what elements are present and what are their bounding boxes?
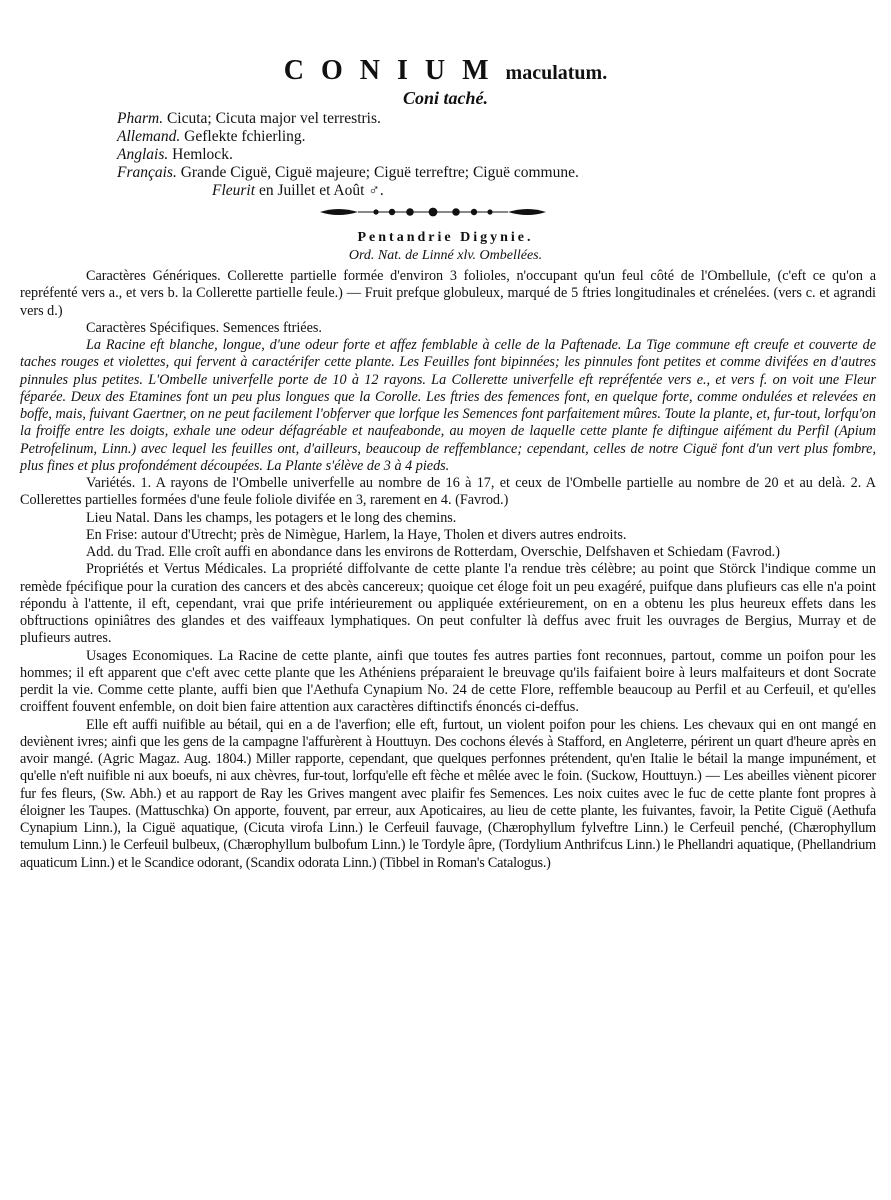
- paragraph-varieties: Variétés. 1. A rayons de l'Ombelle univerfelle au nombre de 16 à 17, et ceux de l'Ombelle partielle au nombre de 20 et au delà. 2. A Collerettes partielles formées d'une feule foliole divifée en 3, rarement en 4. (Favrod.): [20, 475, 876, 509]
- species-name: maculatum.: [505, 62, 608, 84]
- french-common-name: Coni taché.: [402, 88, 488, 108]
- linnaean-class: Pentandrie Digynie.: [357, 230, 534, 245]
- paragraph-economic-uses: Usages Economiques. La Racine de cette plante, ainfi que toutes fes autres parties font reconnues, partout, comme un poifon pour les hommes; il eft apparent que c'eft avec cette plante que les Athéniens préparaient le breuvage qu'ils faifaient boire à leurs malfaiteurs et dont Socrate perdit la vie. Comme cette plante, auffi bien que l'Aethufa Cynapium No. 24 de cette Flore, reffemble beaucoup au Perfil et au Cerfeuil, et qu'elles croiffent fouvent enfemble, on doit bien faire attention aux caractères diftinctifs énoncés ci-deffus.: [20, 647, 876, 716]
- paragraph-translator-addition: Add. du Trad. Elle croît auffi en abondance dans les environs de Rotterdam, Overschie, Delfshaven et Schiedam (Favrod.): [86, 544, 780, 560]
- name-row-allemand: [117, 128, 817, 146]
- description-body: [20, 268, 876, 872]
- francais-label: Français.: [117, 164, 177, 181]
- name-row-anglais: [117, 146, 817, 164]
- genus-name: C O N I U M: [283, 55, 494, 86]
- pharm-label: Pharm.: [117, 110, 164, 127]
- page-title: [0, 56, 891, 88]
- fleurit-text: en Juillet et Août ♂.: [258, 182, 384, 199]
- paragraph-generic-characters: Caractères Génériques. Collerette partielle formée d'environ 3 folioles, n'occupant qu'un feul côté de l'Ombellule, (c'eft ce qu'on a repréfenté vers a., et vers b. la Collerette partielle feule.) — Fruit prefque globuleux, marqué de 5 ftries longitudinales et crénelées. (vers c. et agrandi vers d.): [20, 268, 876, 319]
- vernacular-names: [117, 110, 817, 200]
- name-row-pharm: [117, 110, 817, 128]
- anglais-text: Hemlock.: [172, 146, 233, 163]
- paragraph-frise: En Frise: autour d'Utrecht; près de Nimègue, Harlem, la Haye, Tholen et divers autres endroits.: [86, 526, 627, 543]
- allemand-label: Allemand.: [117, 128, 181, 145]
- pharm-text: Cicuta; Cicuta major vel terrestris.: [166, 110, 381, 127]
- paragraph-habitat: Lieu Natal. Dans les champs, les potagers et le long des chemins.: [86, 509, 457, 526]
- francais-text: Grande Ciguë, Ciguë majeure; Ciguë terreftre; Ciguë commune.: [180, 164, 579, 181]
- natural-order: Ord. Nat. de Linné xlv. Ombellées.: [348, 248, 543, 263]
- paragraph-specific-characters: Caractères Spécifiques. Semences ftriées.: [86, 319, 322, 336]
- fleurit-label: Fleurit: [212, 182, 256, 199]
- paragraph-medical-properties: Propriétés et Vertus Médicales. La propriété diffolvante de cette plante l'a rendue très célèbre; au point que Störck l'indique comme un remède fpécifique pour la curation des cancers et des abcès cancereux; quoique cet éloge foit un peu exagéré, puifque dans plufieurs cas elle n'a point répondu à l'attente, il eft, cependant, vrai que prife intérieurement ou appliquée extérieurement, on en a obtenu les plus heureux effets dans les obftructions opiniâtres des glandes et des vaiffeaux lymphatiques. On peut confulter là deffus avec fruit les ouvrages de Bergius, Murray et de plufieurs autres.: [20, 561, 876, 647]
- paragraph-livestock: Elle eft auffi nuifible au bétail, qui en a de l'averfion; elle eft, furtout, un violent poifon pour les chiens. Les chevaux qui en ont mangé en deviènent ivres; ainfi que les gens de la campagne l'affurèrent à Houttuyn. Des cochons élevés à Stafford, en Angleterre, périrent un quart d'heure après en avoir mangé. (Agric Magaz. Aug. 1804.) Miller rapporte, cependant, que quelques perfonnes prétendent, qu'en Italie le bétail la mange impunément, et qu'elle n'eft nuifible ni aux boeufs, ni aux chèvres, fur-tout, lorfqu'elle eft fèche et mêlée avec le foin. (Suckow, Houttuyn.) — Les abeilles viènent picorer fur fes fleurs, (Sw. Abh.) et au rapport de Ray les Grives mangent avec plaifir fes Semences. Les noix cuites avec le fuc de cette plante font propres à éloigner les Taupes. (Mattuschka) On apporte, fouvent, par erreur, aux Apoticaires, au lieu de cette plante, les fuivantes, favoir, la Petite Ciguë (Aethufa Cynapium Linn.), la Ciguë aquatique, (Cicuta virofa Linn.) le Cerfeuil fauvage, (Chærophyllum fylveftre Linn.) le Cerfeuil penché, (Chærophyllum temulum Linn.) le Cerfeuil bulbeux, (Chærophyllum bulbofum Linn.) le Tordyle âpre, (Tordylium Anthrifcus Linn.) le Phellandri aquatique, (Phellandrium aquaticum Linn.) et le Scandice odorant, (Scandix odorata Linn.) (Tibbel in Roman's Catalogus.): [20, 716, 876, 871]
- anglais-label: Anglais.: [117, 146, 169, 163]
- name-row-fleurit: [117, 182, 817, 200]
- paragraph-plant-description: La Racine eft blanche, longue, d'une odeur forte et affez femblable à celle de la Paftenade. La Tige commune eft creufe et couverte de taches rouges et violettes, qui fervent à caractérifer cette plante. Les Feuilles font bipinnées; les pinnules font petites et comme divifées en d'autres pinnules plus petites. L'Ombelle univerfelle porte de 10 à 12 rayons. La Collerette univerfelle eft repréfentée vers e., et vers f. on voit une Fleur féparée. Deux des Etamines font un peu plus longues que la Corolle. Les ftries des femences font, en quelque forte, comme ondulées et relevées en boffe, mais, fuivant Gaertner, on ne peut facilement l'obferver que lorfque les Semences font parfaitement mûres. Toute la plante, et, fur-tout, lorfqu'on la froiffe entre les doigts, exhale une odeur défagréable et naufeabonde, au moyen de laquelle cette plante fe diftingue aifément du Perfil (Apium Petrofelinum, Linn.) avec lequel les feuilles ont, d'ailleurs, beaucoup de reffemblance; cependant, celles de notre Ciguë font d'un vert plus fombre, plus fines et plus profondément découpées. La Plante s'élève de 3 à 4 pieds.: [20, 337, 876, 474]
- ornament-divider-icon: [318, 205, 548, 219]
- allemand-text: Geflekte fchierling.: [184, 128, 306, 145]
- name-row-francais: [117, 164, 817, 182]
